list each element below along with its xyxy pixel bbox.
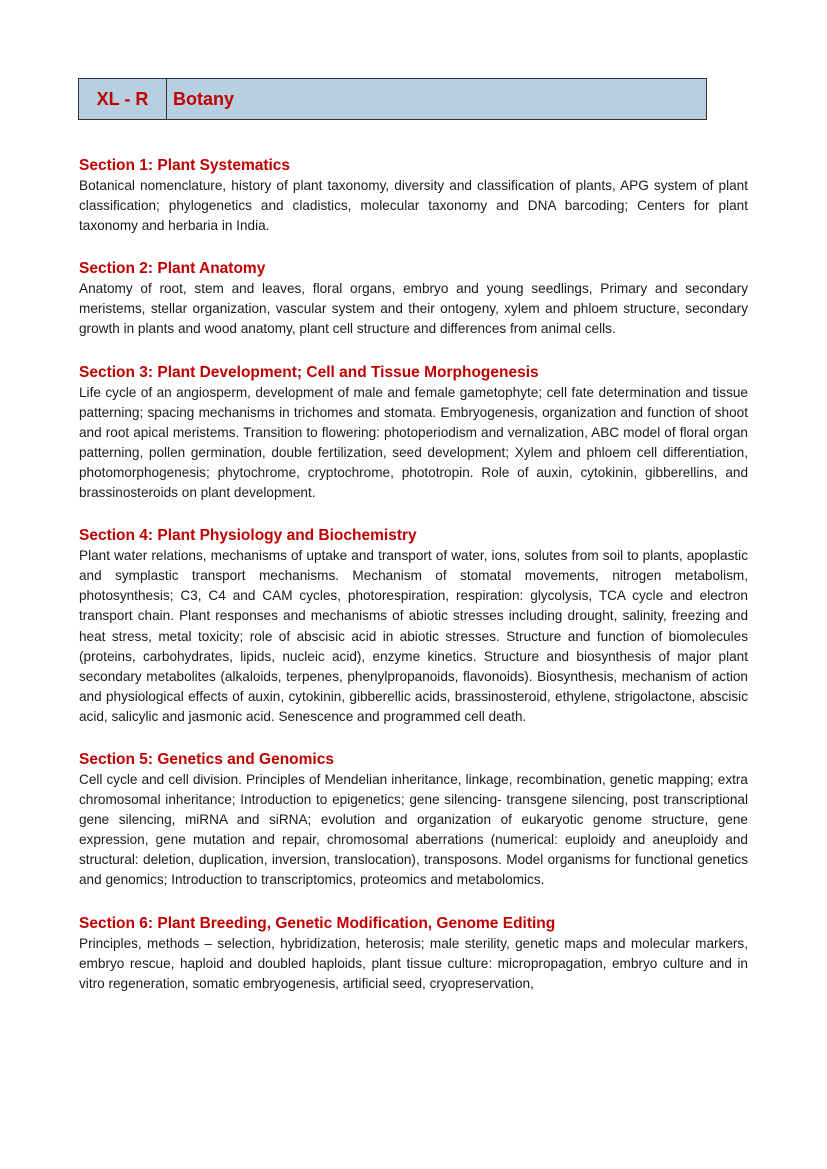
section-plant-development (79, 363, 748, 504)
section-plant-anatomy (79, 259, 748, 339)
subject-code: XL - R (79, 79, 167, 119)
section-plant-systematics (79, 156, 748, 236)
section-plant-breeding (79, 914, 748, 994)
section-heading: Section 4: Plant Physiology and Biochemistry (79, 527, 417, 545)
subject-header-table (78, 78, 707, 120)
section-plant-physiology (79, 526, 748, 727)
section-heading: Section 5: Genetics and Genomics (79, 750, 334, 768)
section-body: Life cycle of an angiosperm, development of male and female gametophyte; cell fate determination and tissue patterning; spacing mechanisms in trichomes and stomata. Embryogenesis, organization and function of shoot and root apical meristems. Transition to flowering: photoperiodism and vernalization, ABC model of floral organ patterning, pollen germination, double fertilization, seed development; Xylem and phloem cell differentiation, photomorphogenesis; phytochrome, cryptochrome, phototropin. Role of auxin, cytokinin, gibberellins, and brassinosteroids on plant development. (79, 384, 748, 501)
section-body: Anatomy of root, stem and leaves, floral organs, embryo and young seedlings, Primary and secondary meristems, stellar organization, vascular system and their ontogeny, xylem and phloem structure, secondary growth in plants and wood anatomy, plant cell structure and differences from animal cells. (79, 281, 748, 337)
section-genetics-genomics (79, 750, 748, 891)
section-body: Cell cycle and cell division. Principles of Mendelian inheritance, linkage, recombination, genetic mapping; extra chromosomal inheritance; Introduction to epigenetics; gene silencing- transgene silencing, post transcriptional gene silencing, miRNA and siRNA; evolution and organization of eukaryotic genome structure, gene expression, gene mutation and repair, chromosomal aberrations (numerical: euploidy and aneuploidy and structural: deletion, duplication, inversion, translocation), transposons. Model organisms for functional genetics and genomics; Introduction to transcriptomics, proteomics and metabolomics. (79, 771, 748, 888)
syllabus-content (79, 156, 748, 1017)
subject-title: Botany (173, 88, 235, 109)
section-heading: Section 3: Plant Development; Cell and Tissue Morphogenesis (79, 363, 539, 381)
section-body: Botanical nomenclature, history of plant taxonomy, diversity and classification of plants, APG system of plant classification; phylogenetics and cladistics, molecular taxonomy and DNA barcoding; Centers for plant taxonomy and herbaria in India. (79, 178, 748, 234)
section-body: Plant water relations, mechanisms of uptake and transport of water, ions, solutes from soil to plants, apoplastic and symplastic transport mechanisms. Mechanism of stomatal movements, nitrogen metabolism, photosynthesis; C3, C4 and CAM cycles, photorespiration, respiration: glycolysis, TCA cycle and electron transport chain. Plant responses and mechanisms of abiotic stresses including drought, salinity, freezing and heat stress, metal toxicity; role of abscisic acid in abiotic stresses. Structure and function of biomolecules (proteins, carbohydrates, lipids, nucleic acid), enzyme kinetics. Structure and biosynthesis of major plant secondary metabolites (alkaloids, terpenes, phenylpropanoids, flavonoids). Biosynthesis, mechanism of action and physiological effects of auxin, cytokinin, gibberellic acids, brassinosteroid, ethylene, strigolactone, abscisic acid, salicylic and jasmonic acid. Senescence and programmed cell death. (79, 548, 748, 724)
section-body: Principles, methods – selection, hybridization, heterosis; male sterility, genetic maps and molecular markers, embryo rescue, haploid and doubled haploids, plant tissue culture: micropropagation, embryo culture and in vitro regeneration, somatic embryogenesis, artificial seed, cryopreservation, (79, 935, 748, 991)
section-heading: Section 2: Plant Anatomy (79, 260, 266, 278)
section-heading: Section 1: Plant Systematics (79, 157, 291, 174)
section-heading: Section 6: Plant Breeding, Genetic Modification, Genome Editing (79, 914, 556, 932)
